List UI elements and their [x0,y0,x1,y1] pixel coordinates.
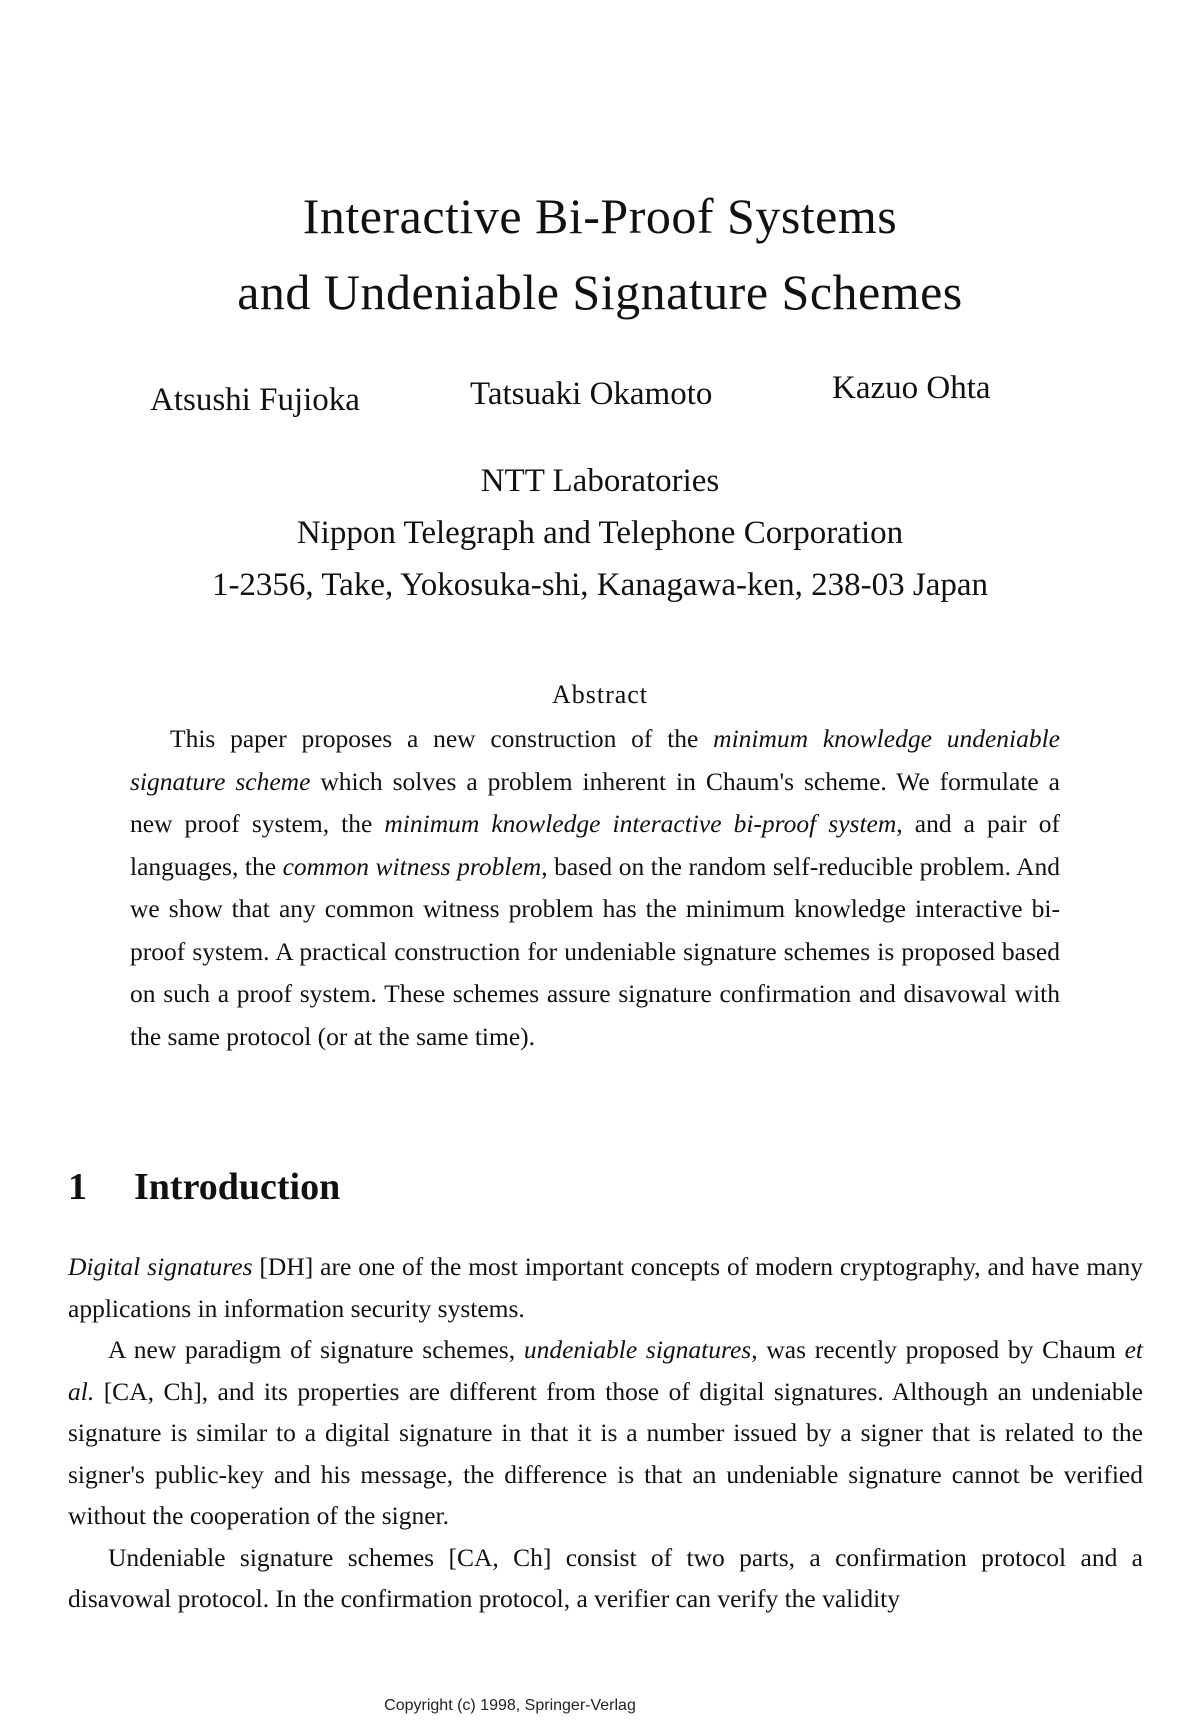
title-line-2: and Undeniable Signature Schemes [237,264,963,320]
section-number: 1 [68,1166,87,1208]
introduction-body [68,1246,1143,1620]
abstract-text [130,718,1060,1058]
section-title: Introduction [134,1166,341,1208]
abstract-heading: Abstract [551,680,649,709]
abstract-text-run: which solves a problem inherent in Chaum's scheme. We formulate a new proof system, the [130,766,1060,838]
text-run: Undeniable signature schemes [CA, Ch] consist of two parts, a confirmation protocol and a disavowal protocol. In the confirmation protocol, a verifier can verify the validity [68,1542,1143,1613]
emphasis: undeniable signatures [523,1335,752,1364]
affiliation-company: Nippon Telegraph and Telephone Corporation [296,515,904,551]
author-list [0,372,1200,422]
paragraph [68,1329,1143,1537]
abstract-emphasis: minimum knowledge undeniable signature scheme [130,724,1060,796]
abstract-emphasis: common witness problem [282,851,542,881]
affiliation [0,455,1200,611]
emphasis: Digital signatures [68,1252,253,1281]
text-run: [CA, Ch], and its properties are different from those of digital signatures. Although an undeniable signature is similar to a digital signature in that it is a number issued by a signer that is related to the signer's public-key and his message, the difference is that an undeniable signature cannot be verified without the cooperation of the signer. [68,1376,1143,1530]
emphasis: et al. [68,1335,1144,1406]
affiliation-address: 1-2356, Take, Yokosuka-shi, Kanagawa-ken, 238-03 Japan [211,567,989,603]
text-run: [DH] are one of the most important concepts of modern cryptography, and have many applications in information security systems. [68,1252,1143,1323]
section-heading [68,1165,340,1209]
copyright-notice: Copyright (c) 1998, Springer-Verlag [384,1697,636,1714]
affiliation-lab: NTT Laboratories [480,463,720,499]
title-line-1: Interactive Bi-Proof Systems [302,188,898,244]
abstract-emphasis: minimum knowledge interactive bi-proof system [384,809,897,838]
abstract-text-run: This paper proposes a new construction of the [170,724,714,753]
text-run: , was recently proposed by Chaum [751,1335,1125,1364]
paper-title [0,178,1200,330]
text-run: A new paradigm of signature schemes, [108,1335,524,1364]
paragraph [68,1246,1143,1329]
abstract-text-run: , based on the random self-reducible problem. And we show that any common witness problem has the minimum knowledge interactive bi-proof system. A practical construction for undeniable signature schemes is proposed based on such a proof system. These schemes assure signature confirmation and disavowal with the same protocol (or at the same time). [130,851,1060,1051]
abstract-text-run: , and a pair of languages, the [130,809,1060,881]
paragraph [68,1537,1143,1620]
author-name: Kazuo Ohta [832,370,991,406]
author-name: Atsushi Fujioka [150,382,360,418]
author-name: Tatsuaki Okamoto [470,376,713,412]
